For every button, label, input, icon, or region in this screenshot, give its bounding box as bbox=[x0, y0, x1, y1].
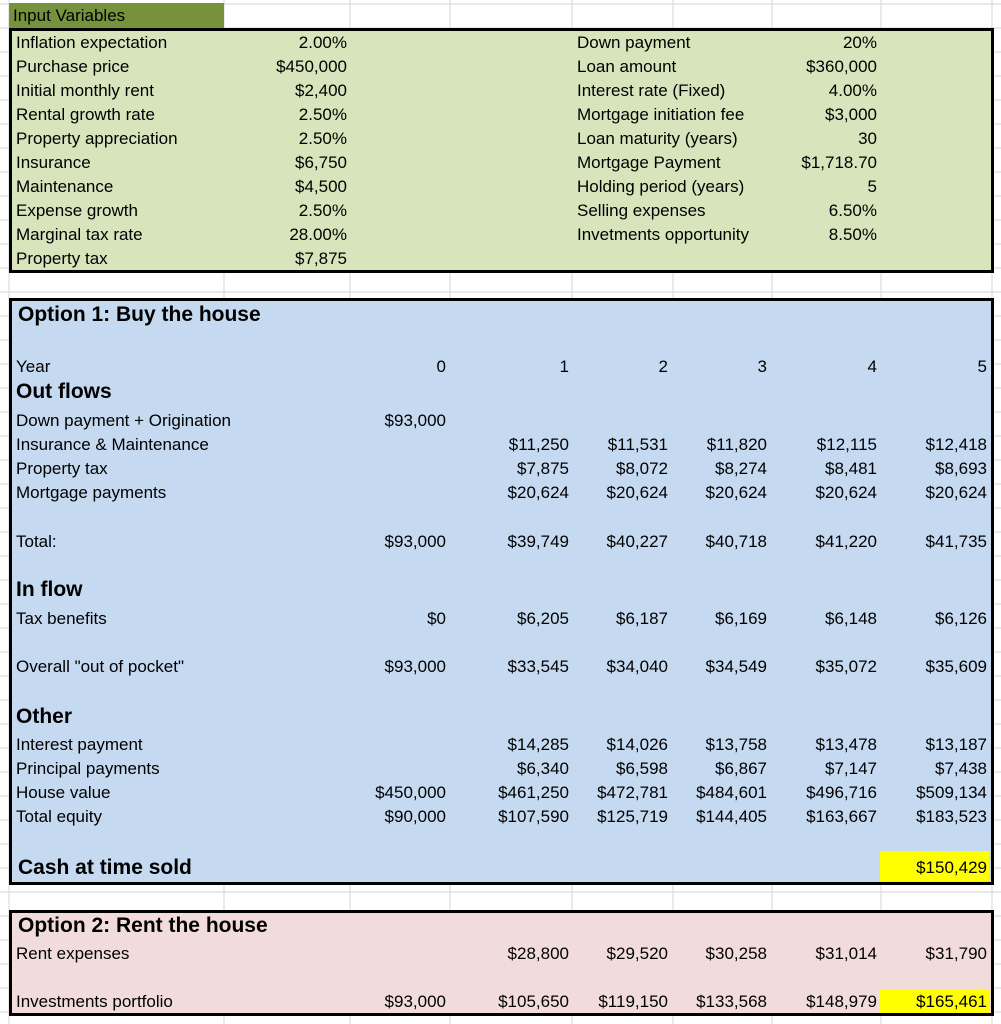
other-heading[interactable]: Other bbox=[16, 705, 73, 728]
other-label[interactable]: Principal payments bbox=[16, 759, 160, 778]
outflow-cell[interactable]: $12,115 bbox=[816, 435, 877, 454]
outflow-cell[interactable]: $12,418 bbox=[925, 435, 987, 454]
cash-sold-value[interactable]: $150,429 bbox=[916, 858, 987, 877]
out-of-pocket-cell[interactable]: $34,549 bbox=[705, 657, 767, 676]
portfolio-cell[interactable]: $119,150 bbox=[598, 992, 668, 1011]
out-of-pocket-cell[interactable]: $34,040 bbox=[606, 657, 668, 676]
input-label[interactable]: Marginal tax rate bbox=[16, 225, 143, 244]
tax-benefit-cell[interactable]: $6,205 bbox=[517, 609, 569, 628]
other-cell[interactable]: $13,478 bbox=[815, 735, 877, 754]
rent-cell[interactable]: $30,258 bbox=[705, 944, 767, 963]
other-cell[interactable]: $14,026 bbox=[606, 735, 668, 754]
out-of-pocket-cell[interactable]: $93,000 bbox=[384, 657, 446, 676]
tax-benefit-cell[interactable]: $6,187 bbox=[616, 609, 668, 628]
input-label[interactable]: Maintenance bbox=[16, 177, 114, 196]
input-value[interactable]: $1,718.70 bbox=[801, 153, 877, 172]
total-label[interactable]: Total: bbox=[16, 532, 57, 551]
input-variables-header[interactable]: Input Variables bbox=[9, 3, 224, 28]
input-label[interactable]: Holding period (years) bbox=[577, 177, 745, 196]
tax-benefit-cell[interactable]: $6,169 bbox=[715, 609, 767, 628]
input-label[interactable]: Mortgage Payment bbox=[577, 153, 721, 172]
input-label[interactable]: Loan amount bbox=[577, 57, 677, 76]
other-cell[interactable]: $6,340 bbox=[517, 759, 569, 778]
other-cell[interactable]: $509,134 bbox=[916, 783, 987, 802]
input-label[interactable]: Interest rate (Fixed) bbox=[577, 81, 726, 100]
other-label[interactable]: House value bbox=[16, 783, 111, 802]
total-cell[interactable]: $41,220 bbox=[815, 532, 877, 551]
input-label[interactable]: Property tax bbox=[16, 249, 108, 268]
out-of-pocket-cell[interactable]: $35,609 bbox=[925, 657, 987, 676]
other-cell[interactable]: $496,716 bbox=[806, 783, 877, 802]
outflow-cell[interactable]: $11,250 bbox=[508, 435, 569, 454]
outflow-label[interactable]: Property tax bbox=[16, 459, 108, 478]
other-cell[interactable]: $7,438 bbox=[935, 759, 987, 778]
input-value[interactable]: $4,500 bbox=[295, 177, 347, 196]
input-label[interactable]: Rental growth rate bbox=[16, 105, 155, 124]
outflow-cell[interactable]: $20,624 bbox=[705, 483, 767, 502]
total-cell[interactable]: $39,749 bbox=[507, 532, 569, 551]
outflow-cell[interactable]: $7,875 bbox=[517, 459, 569, 478]
input-value[interactable]: 5 bbox=[867, 177, 877, 196]
other-cell[interactable]: $183,523 bbox=[916, 807, 987, 826]
other-cell[interactable]: $461,250 bbox=[498, 783, 569, 802]
input-value[interactable]: $6,750 bbox=[295, 153, 347, 172]
other-cell[interactable]: $6,867 bbox=[715, 759, 767, 778]
outflow-cell[interactable]: $20,624 bbox=[606, 483, 668, 502]
cash-sold-label[interactable]: Cash at time sold bbox=[18, 856, 192, 879]
tax-benefits-label[interactable]: Tax benefits bbox=[16, 609, 107, 628]
input-value[interactable]: $7,875 bbox=[295, 249, 347, 268]
input-label[interactable]: Insurance bbox=[16, 153, 91, 172]
outflow-cell[interactable]: $11,531 bbox=[607, 435, 668, 454]
input-value[interactable]: $360,000 bbox=[806, 57, 877, 76]
input-label[interactable]: Inflation expectation bbox=[16, 33, 168, 52]
outflow-cell[interactable]: $8,072 bbox=[616, 459, 668, 478]
input-label[interactable]: Property appreciation bbox=[16, 129, 178, 148]
input-label[interactable]: Purchase price bbox=[16, 57, 130, 76]
input-value[interactable]: 6.50% bbox=[828, 201, 877, 220]
portfolio-cell[interactable]: $148,979 bbox=[806, 992, 877, 1011]
input-label[interactable]: Expense growth bbox=[16, 201, 138, 220]
inflow-heading[interactable]: In flow bbox=[16, 578, 83, 601]
other-cell[interactable]: $125,719 bbox=[597, 807, 668, 826]
input-value[interactable]: $3,000 bbox=[825, 105, 877, 124]
other-cell[interactable]: $144,405 bbox=[696, 807, 767, 826]
outflow-cell[interactable]: $8,481 bbox=[825, 459, 877, 478]
portfolio-cell[interactable]: $165,461 bbox=[916, 992, 987, 1011]
other-label[interactable]: Total equity bbox=[16, 807, 102, 826]
investments-portfolio-label[interactable]: Investments portfolio bbox=[16, 992, 173, 1011]
total-cell[interactable]: $40,718 bbox=[705, 532, 767, 551]
tax-benefit-cell[interactable]: $0 bbox=[427, 609, 446, 628]
other-cell[interactable]: $472,781 bbox=[597, 783, 668, 802]
input-label[interactable]: Initial monthly rent bbox=[16, 81, 154, 100]
input-label[interactable]: Invetments opportunity bbox=[577, 225, 749, 244]
input-label[interactable]: Selling expenses bbox=[577, 201, 706, 220]
portfolio-cell[interactable]: $93,000 bbox=[384, 992, 446, 1011]
out-of-pocket-cell[interactable]: $35,072 bbox=[815, 657, 877, 676]
rent-cell[interactable]: $31,790 bbox=[925, 944, 987, 963]
outflow-label[interactable]: Down payment + Origination bbox=[16, 411, 231, 430]
other-cell[interactable]: $14,285 bbox=[507, 735, 569, 754]
other-cell[interactable]: $13,758 bbox=[705, 735, 767, 754]
outflow-label[interactable]: Insurance & Maintenance bbox=[16, 435, 209, 454]
rent-cell[interactable]: $31,014 bbox=[815, 944, 877, 963]
outflow-cell[interactable]: $8,274 bbox=[715, 459, 767, 478]
total-cell[interactable]: $41,735 bbox=[925, 532, 987, 551]
outflow-cell[interactable]: $20,624 bbox=[925, 483, 987, 502]
outflows-heading[interactable]: Out flows bbox=[16, 380, 112, 403]
input-value[interactable]: 2.00% bbox=[298, 33, 347, 52]
total-cell[interactable]: $93,000 bbox=[384, 532, 446, 551]
portfolio-cell[interactable]: $133,568 bbox=[696, 992, 767, 1011]
other-cell[interactable]: $90,000 bbox=[384, 807, 446, 826]
other-cell[interactable]: $13,187 bbox=[925, 735, 987, 754]
tax-benefit-cell[interactable]: $6,126 bbox=[935, 609, 987, 628]
input-value[interactable]: 30 bbox=[858, 129, 877, 148]
other-cell[interactable]: $163,667 bbox=[806, 807, 877, 826]
other-cell[interactable]: $484,601 bbox=[696, 783, 767, 802]
input-value[interactable]: 28.00% bbox=[289, 225, 347, 244]
input-value[interactable]: 2.50% bbox=[298, 129, 347, 148]
outflow-cell[interactable]: $20,624 bbox=[815, 483, 877, 502]
out-of-pocket-cell[interactable]: $33,545 bbox=[507, 657, 569, 676]
other-label[interactable]: Interest payment bbox=[16, 735, 143, 754]
other-cell[interactable]: $107,590 bbox=[498, 807, 569, 826]
other-cell[interactable]: $450,000 bbox=[375, 783, 446, 802]
year-header[interactable]: 1 bbox=[559, 357, 569, 376]
year-label[interactable]: Year bbox=[16, 357, 51, 376]
option1-title[interactable]: Option 1: Buy the house bbox=[18, 303, 261, 326]
year-header[interactable]: 2 bbox=[658, 357, 668, 376]
portfolio-cell[interactable]: $105,650 bbox=[498, 992, 569, 1011]
option2-title[interactable]: Option 2: Rent the house bbox=[18, 914, 268, 937]
other-cell[interactable]: $6,598 bbox=[616, 759, 668, 778]
outflow-cell[interactable]: $20,624 bbox=[507, 483, 569, 502]
outflow-cell[interactable]: $8,693 bbox=[935, 459, 987, 478]
year-header[interactable]: 0 bbox=[436, 357, 446, 376]
input-value[interactable]: 2.50% bbox=[298, 105, 347, 124]
input-value[interactable]: $2,400 bbox=[295, 81, 347, 100]
rent-cell[interactable]: $29,520 bbox=[606, 944, 668, 963]
input-label[interactable]: Mortgage initiation fee bbox=[577, 105, 745, 124]
input-label[interactable]: Loan maturity (years) bbox=[577, 129, 738, 148]
rent-expenses-label[interactable]: Rent expenses bbox=[16, 944, 130, 963]
year-header[interactable]: 5 bbox=[977, 357, 987, 376]
input-label[interactable]: Down payment bbox=[577, 33, 691, 52]
input-value[interactable]: 2.50% bbox=[298, 201, 347, 220]
outflow-cell[interactable]: $93,000 bbox=[384, 411, 446, 430]
other-cell[interactable]: $7,147 bbox=[825, 759, 877, 778]
out-of-pocket-label[interactable]: Overall "out of pocket" bbox=[16, 657, 184, 676]
rent-cell[interactable]: $28,800 bbox=[507, 944, 569, 963]
outflow-label[interactable]: Mortgage payments bbox=[16, 483, 167, 502]
tax-benefit-cell[interactable]: $6,148 bbox=[825, 609, 877, 628]
input-value[interactable]: $450,000 bbox=[276, 57, 347, 76]
total-cell[interactable]: $40,227 bbox=[606, 532, 668, 551]
input-value[interactable]: 4.00% bbox=[828, 81, 877, 100]
input-value[interactable]: 20% bbox=[842, 33, 877, 52]
year-header[interactable]: 4 bbox=[867, 357, 877, 376]
input-value[interactable]: 8.50% bbox=[828, 225, 877, 244]
year-header[interactable]: 3 bbox=[757, 357, 767, 376]
outflow-cell[interactable]: $11,820 bbox=[706, 435, 767, 454]
